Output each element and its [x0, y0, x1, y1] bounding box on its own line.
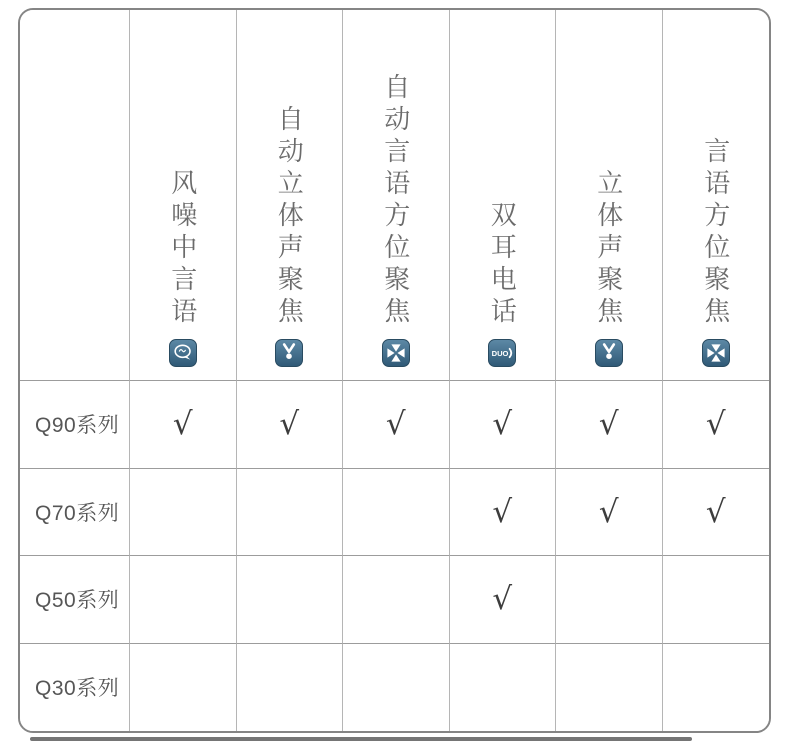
check-cell — [663, 556, 770, 644]
check-cell: √ — [237, 381, 344, 469]
check-cell: √ — [663, 469, 770, 557]
check-cell — [450, 644, 557, 732]
check-cell: √ — [450, 556, 557, 644]
feature-comparison-table — [18, 8, 771, 733]
column-header-stereo-focus — [556, 10, 663, 381]
column-header-label: 风噪中言语 — [167, 169, 198, 329]
column-header-label: 立体声聚焦 — [593, 169, 624, 329]
column-header-wind-noise-speech — [130, 10, 237, 381]
medal-icon — [275, 339, 303, 367]
check-cell — [556, 644, 663, 732]
column-header-speech-direction-focus — [663, 10, 770, 381]
check-cell: √ — [130, 381, 237, 469]
check-cell — [663, 644, 770, 732]
check-cell — [237, 644, 344, 732]
check-cell: √ — [556, 381, 663, 469]
check-cell: √ — [450, 469, 557, 557]
check-cell — [556, 556, 663, 644]
corner-cell — [20, 10, 130, 381]
check-cell — [130, 644, 237, 732]
column-header-label: 双耳电话 — [487, 201, 518, 329]
column-header-auto-speech-direction-focus — [343, 10, 450, 381]
check-cell: √ — [450, 381, 557, 469]
check-cell — [237, 556, 344, 644]
check-cell — [343, 556, 450, 644]
speech-bubble-icon — [169, 339, 197, 367]
column-header-label: 言语方位聚焦 — [700, 137, 731, 329]
column-header-binaural-phone — [450, 10, 557, 381]
duo-sound-icon — [488, 339, 516, 367]
row-label: Q90系列 — [20, 381, 130, 469]
column-header-label: 自动立体声聚焦 — [274, 105, 305, 329]
focus-crosshair-icon — [702, 339, 730, 367]
medal-icon — [595, 339, 623, 367]
row-label: Q30系列 — [20, 644, 130, 732]
column-header-auto-stereo-focus — [237, 10, 344, 381]
check-cell: √ — [556, 469, 663, 557]
row-label: Q50系列 — [20, 556, 130, 644]
check-cell — [343, 469, 450, 557]
check-cell — [343, 644, 450, 732]
check-cell — [130, 556, 237, 644]
row-label: Q70系列 — [20, 469, 130, 557]
check-cell: √ — [343, 381, 450, 469]
column-header-label: 自动言语方位聚焦 — [380, 73, 411, 329]
check-cell — [130, 469, 237, 557]
focus-crosshair-icon — [382, 339, 410, 367]
check-cell: √ — [663, 381, 770, 469]
svg-text:DUO: DUO — [491, 349, 509, 358]
next-section-top-edge — [30, 737, 692, 741]
check-cell — [237, 469, 344, 557]
